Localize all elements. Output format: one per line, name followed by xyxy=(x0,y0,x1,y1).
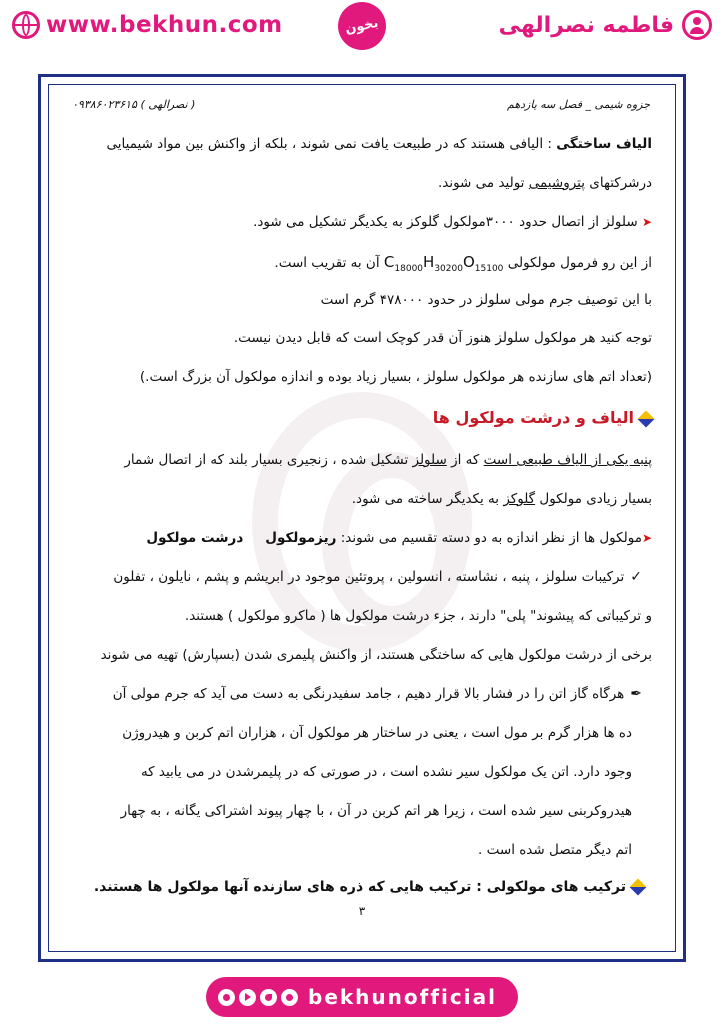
bullet-line xyxy=(72,686,652,702)
line-text: ترکیبات سلولز ، پنبه ، نشاسته ، انسولین ، پروتئین موجود در ابریشم و پشم ، نایلون ، تفلون xyxy=(113,569,625,585)
social-icons xyxy=(218,989,302,1006)
telegram-icon[interactable] xyxy=(260,989,277,1006)
line-text: سلولز از اتصال حدود ۳۰۰۰مولکول گلوکز به یکدیگر تشکیل می شود. xyxy=(253,214,638,230)
line-text: که از xyxy=(446,452,484,468)
check-icon: ✓ xyxy=(630,569,642,585)
paragraph-line xyxy=(72,292,652,308)
paragraph-line xyxy=(72,764,652,780)
line-text: توجه کنید هر مولکول سلولز هنوز آن قدر کوچک است که قابل دیدن نیست. xyxy=(233,330,652,346)
bullet-line xyxy=(72,569,652,585)
line-text: تولید می شوند. xyxy=(437,175,529,191)
line-text: وجود دارد. اتن یک مولکول سیر نشده است ، در صورتی که در پلیمرشدن در می یابید که xyxy=(140,764,632,780)
term-natural-fiber: پنبه یکی از الیاف طبیعی است xyxy=(483,452,652,468)
line-text: برخی از درشت مولکول هایی که ساختگی هستند، از واکنش پلیمری شدن (بسپارش) تهیه می شوند xyxy=(100,647,652,663)
term-glucose: گلوکز xyxy=(503,491,536,507)
formula-h-count: 30200 xyxy=(434,264,463,274)
line-text: هیدروکربنی سیر شده است ، زیرا هر اتم کربن در آن ، با چهار پیوند اشتراکی یگانه ، به چهار xyxy=(120,803,632,819)
formula-h: H xyxy=(423,253,435,271)
bullet-line xyxy=(72,879,652,895)
social-handle[interactable]: bekhunofficial xyxy=(308,985,497,1009)
pencil-bullet-icon: ✒ xyxy=(630,686,642,702)
cellulose-formula xyxy=(383,253,504,274)
bullet-line xyxy=(72,214,652,230)
formula-line xyxy=(72,253,652,274)
paragraph-line xyxy=(72,369,652,385)
term-macromolecule: درشت مولکول xyxy=(146,530,244,546)
term-petrochemical: پتروشیمی xyxy=(528,175,585,191)
paragraph-line xyxy=(72,842,652,858)
logo-text: بخون xyxy=(344,15,380,37)
line-text: از این رو فرمول مولکولی xyxy=(507,255,652,271)
bullet-line xyxy=(72,530,652,546)
arrow-bullet-icon: ➤ xyxy=(641,531,652,545)
diamond-bullet-icon xyxy=(638,411,655,428)
line-text: ده ها هزار گرم بر مول است ، یعنی در ساختار هر مولکول آن ، هزاران اتم کربن و هیدروژن xyxy=(122,725,632,741)
paragraph-line xyxy=(72,330,652,346)
line-text: به یکدیگر ساخته می شود. xyxy=(351,491,504,507)
youtube-icon[interactable] xyxy=(239,989,256,1006)
globe-icon xyxy=(12,11,40,39)
site-url[interactable]: www.bekhun.com xyxy=(46,12,283,38)
paragraph-line xyxy=(72,608,652,624)
document-body xyxy=(72,96,652,916)
line-text: و ترکیباتی که پیشوند" پلی" دارند ، جزء درشت مولکول ها ( ماکرو مولکول ) هستند. xyxy=(184,608,652,624)
paragraph-line xyxy=(72,725,652,741)
paragraph-line xyxy=(72,175,652,191)
formula-o: O xyxy=(462,253,475,271)
author-name: فاطمه نصرالهی xyxy=(498,12,674,38)
doc-author-contact: ( نصرالهی ) ۰۹۳۸۶۰۲۳۶۱۵ xyxy=(72,98,196,111)
page-number: ۳ xyxy=(358,904,366,918)
line-text: بسیار زیادی مولکول xyxy=(535,491,652,507)
section-heading xyxy=(72,408,652,427)
line-text: مولکول ها از نظر اندازه به دو دسته تقسیم می شوند: xyxy=(336,530,642,546)
line-text: درشرکتهای xyxy=(585,175,652,191)
term-micromolecule: ریزمولکول xyxy=(265,530,337,546)
formula-c-count: 18000 xyxy=(394,264,424,274)
term-cellulose: سلولز xyxy=(412,452,447,468)
line-text: تشکیل شده ، زنجیری بسیار بلند که از اتصال شمار xyxy=(124,452,413,468)
user-icon xyxy=(682,10,712,40)
line-text: آن به تقریب است. xyxy=(274,255,380,271)
heading-text: الیاف و درشت مولکول ها xyxy=(432,408,634,427)
arrow-bullet-icon: ➤ xyxy=(641,215,652,229)
aparat-icon[interactable] xyxy=(218,989,235,1006)
paragraph-line xyxy=(72,136,652,152)
formula-c: C xyxy=(383,253,395,271)
line-text: : الیافی هستند که در طبیعت یافت نمی شوند ، بلکه از واکنش بین مواد شیمیایی xyxy=(106,136,557,152)
brand-logo xyxy=(338,2,386,50)
page-header xyxy=(0,0,724,52)
author-block xyxy=(499,8,712,42)
social-footer[interactable] xyxy=(206,977,518,1017)
paragraph-line xyxy=(72,491,652,507)
formula-o-count: 15100 xyxy=(474,264,504,274)
doc-subject: جزوه شیمی _ فصل سه یازدهم xyxy=(507,98,650,111)
line-text: هرگاه گاز اتن را در فشار بالا قرار دهیم ، جامد سفیدرنگی به دست می آید که جرم مولی آن xyxy=(112,686,625,702)
paragraph-line xyxy=(72,452,652,468)
paragraph-line xyxy=(72,647,652,663)
term-synthetic-fibers: الیاف ساختگی xyxy=(556,136,652,152)
diamond-bullet-icon xyxy=(630,879,647,896)
instagram-icon[interactable] xyxy=(281,989,298,1006)
line-text: ترکیب های مولکولی : ترکیب هایی که ذره های سازنده آنها مولکول ها هستند. xyxy=(93,879,626,895)
line-text: (تعداد اتم های سازنده هر مولکول سلولز ، بسیار زیاد بوده و اندازه مولکول آن بزرگ است.) xyxy=(139,369,652,385)
line-text: اتم دیگر متصل شده است . xyxy=(478,842,632,858)
paragraph-line xyxy=(72,803,652,819)
site-link[interactable] xyxy=(12,8,283,42)
line-text: با این توصیف جرم مولی سلولز در حدود ۴۷۸۰۰۰ گرم است xyxy=(320,292,652,308)
